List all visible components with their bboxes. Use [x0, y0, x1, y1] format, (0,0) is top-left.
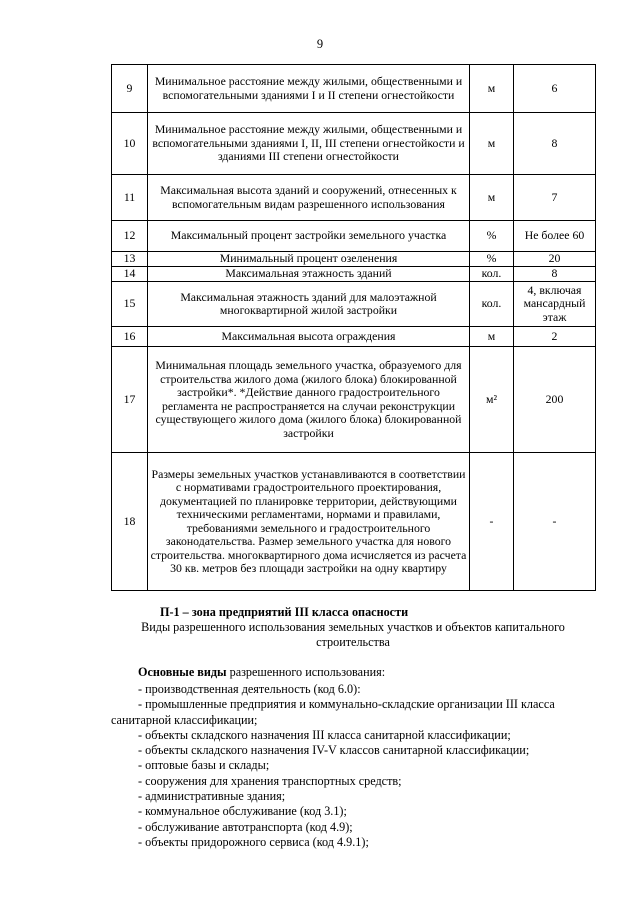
row-unit: % [470, 221, 514, 252]
table-row [112, 347, 596, 453]
list-item: - производственная деятельность (код 6.0): [138, 682, 361, 696]
row-description: Максимальный процент застройки земельного участка [148, 221, 470, 252]
table-row [112, 113, 596, 175]
row-value: - [514, 453, 596, 591]
table-row [112, 282, 596, 327]
uses-heading-bold: Основные виды [138, 665, 227, 679]
row-unit: - [470, 453, 514, 591]
zone-subtitle: Виды разрешенного использования земельных участков и объектов капитального строительства [141, 620, 565, 649]
table-row [112, 252, 596, 267]
row-number: 18 [112, 453, 148, 591]
row-number: 14 [112, 267, 148, 282]
row-description: Размеры земельных участков устанавливаются в соответствии с нормативами градостроительного проектирования, документацией по планировке территории, действующими техническими регламентами, нормами и правилами, требованиями земельного и градостроительного законодательства. Размер земельного участка для нового строительства. многоквартирного дома исчисляется из расчета 30 кв. метров без площади застройки на одну квартиру [148, 453, 470, 591]
row-unit: кол. [470, 267, 514, 282]
row-value: 7 [514, 175, 596, 221]
row-unit: м [470, 65, 514, 113]
row-description: Максимальная высота ограждения [148, 327, 470, 347]
row-unit: м [470, 175, 514, 221]
list-item: - объекты придорожного сервиса (код 4.9.1); [138, 834, 369, 849]
row-number: 17 [112, 347, 148, 453]
row-description: Максимальная высота зданий и сооружений, отнесенных к вспомогательным видам разрешенного использования [148, 175, 470, 221]
list-item: - сооружения для хранения транспортных средств; [138, 773, 402, 788]
row-unit: м [470, 327, 514, 347]
row-value: 2 [514, 327, 596, 347]
row-number: 15 [112, 282, 148, 327]
table-row [112, 327, 596, 347]
row-value: 8 [514, 267, 596, 282]
list-item: - административные здания; [138, 789, 286, 804]
uses-heading-rest: разрешенного использования: [226, 665, 386, 679]
row-unit: % [470, 252, 514, 267]
list-item: - оптовые базы и склады; [138, 758, 270, 773]
row-number: 12 [112, 221, 148, 252]
regulations-table [111, 64, 596, 591]
table-row [112, 175, 596, 221]
uses-heading [138, 665, 385, 680]
table-row [112, 221, 596, 252]
row-value: 4, включая мансардный этаж [514, 282, 596, 327]
row-unit: м² [470, 347, 514, 453]
row-number: 16 [112, 327, 148, 347]
list-item: - обслуживание автотранспорта (код 4.9); [138, 819, 353, 834]
page-number: 9 [316, 37, 324, 51]
list-item: - объекты складского назначения III класса санитарной классификации; [138, 727, 511, 742]
row-value: 6 [514, 65, 596, 113]
row-description: Минимальное расстояние между жилыми, общественными и вспомогательными зданиями I, II, III степени огнестойкости и зданиями III степени огнестойкости [148, 113, 470, 175]
row-description: Минимальное расстояние между жилыми, общественными и вспомогательными зданиями I и II степени огнестойкости [148, 65, 470, 113]
row-description: Максимальная этажность зданий для малоэтажной многоквартирной жилой застройки [148, 282, 470, 327]
table-row [112, 453, 596, 591]
row-value: 20 [514, 252, 596, 267]
table-row [112, 267, 596, 282]
row-unit: кол. [470, 282, 514, 327]
row-value: Не более 60 [514, 221, 596, 252]
row-number: 11 [112, 175, 148, 221]
row-number: 9 [112, 65, 148, 113]
row-unit: м [470, 113, 514, 175]
list-item: - промышленные предприятия и коммунально-складские организации III класса санитарной классификации; [111, 697, 555, 727]
row-description: Минимальная площадь земельного участка, образуемого для строительства жилого дома (жилого блока) блокированной застройки*. *Действие данного градостроительного регламента не распространяется на случаи реконструкции существующего жилого дома (жилого блока) блокированной застройки [148, 347, 470, 453]
row-description: Минимальный процент озеленения [148, 252, 470, 267]
row-value: 200 [514, 347, 596, 453]
list-item: - объекты складского назначения IV-V классов санитарной классификации; [138, 743, 530, 758]
row-number: 10 [112, 113, 148, 175]
row-number: 13 [112, 252, 148, 267]
row-value: 8 [514, 113, 596, 175]
list-item: - коммунальное обслуживание (код 3.1); [138, 804, 347, 819]
table-row [112, 65, 596, 113]
zone-title: П-1 – зона предприятий III класса опасности [160, 605, 409, 619]
row-description: Максимальная этажность зданий [148, 267, 470, 282]
uses-list [111, 682, 595, 850]
